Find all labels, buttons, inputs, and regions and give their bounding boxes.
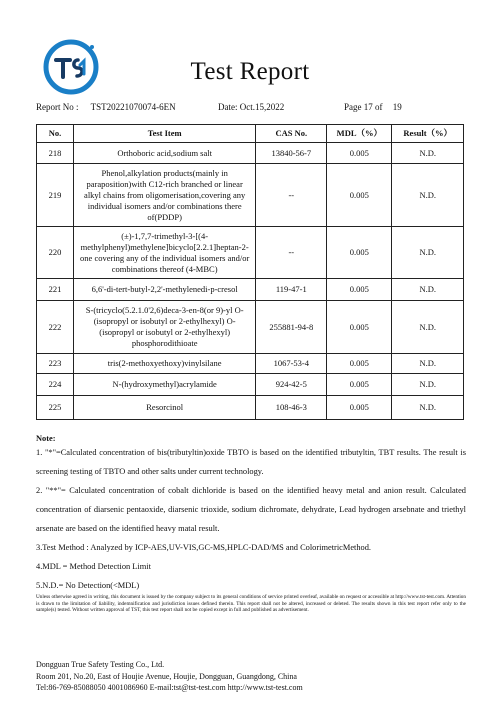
table-row <box>37 354 464 374</box>
table-row <box>37 301 464 354</box>
report-title: Test Report <box>190 58 310 85</box>
cell-test-item: (±)-1,7,7-trimethyl-3-[(4-methylphenyl)methylene]bicyclo[2.2.1]heptan-2-one covering any of the individual isomers and/or combinations thereof (4-MBC) <box>74 227 256 279</box>
table-row <box>37 279 464 301</box>
cell-mdl: 0.005 <box>327 374 392 396</box>
company-name: Dongguan True Safety Testing Co., Ltd. <box>36 660 165 669</box>
header-result: Result（%） <box>392 125 464 143</box>
table-row <box>37 164 464 227</box>
note-item: 4.MDL = Method Detection Limit <box>36 562 151 571</box>
table-row <box>37 396 464 420</box>
cell-no: 221 <box>37 279 74 301</box>
cell-cas-no: 108-46-3 <box>256 396 327 420</box>
note-item: 3.Test Method : Analyzed by ICP-AES,UV-VIS,GC-MS,HPLC-DAD/MS and ColorimetricMethod. <box>36 543 372 552</box>
header-mdl: MDL（%） <box>327 125 392 143</box>
cell-cas-no: 119-47-1 <box>256 279 327 301</box>
table-row <box>37 143 464 164</box>
cell-cas-no: 1067-53-4 <box>256 354 327 374</box>
cell-no: 225 <box>37 396 74 420</box>
cell-mdl: 0.005 <box>327 227 392 279</box>
cell-mdl: 0.005 <box>327 354 392 374</box>
cell-test-item: S-(tricyclo(5.2.1.0'2,6)deca-3-en-8(or 9)-yl O-(isopropyl or isobutyl or 2-ethylhexyl) O-(isopropyl or isobutyl or 2-ethylhexyl) phosphorodithioate <box>74 301 256 354</box>
company-address: Room 201, No.20, East of Houjie Avenue, Houjie, Dongguan, Guangdong, China <box>36 671 297 681</box>
cell-mdl: 0.005 <box>327 164 392 227</box>
notes-section <box>36 434 466 595</box>
cell-result: N.D. <box>392 164 464 227</box>
cell-cas-no: 13840-56-7 <box>256 143 327 164</box>
cell-mdl: 0.005 <box>327 301 392 354</box>
cell-test-item: Orthoboric acid,sodium salt <box>74 143 256 164</box>
table-row <box>37 374 464 396</box>
cell-result: N.D. <box>392 227 464 279</box>
company-footer <box>36 659 303 694</box>
cell-cas-no: 924-42-5 <box>256 374 327 396</box>
cell-result: N.D. <box>392 279 464 301</box>
cell-no: 224 <box>37 374 74 396</box>
note-item: 1. "*"=Calculated concentration of bis(tributyltin)oxide TBTO is based on the identified tributyltin, TBT results. The result is screening testing of TBTO and other salts under current technology. <box>36 448 466 476</box>
cell-no: 223 <box>37 354 74 374</box>
header-test-item: Test Item <box>74 125 256 143</box>
report-date: Date: Oct.15,2022 <box>218 102 285 112</box>
cell-no: 220 <box>37 227 74 279</box>
cell-mdl: 0.005 <box>327 279 392 301</box>
cell-no: 219 <box>37 164 74 227</box>
cell-cas-no: -- <box>256 164 327 227</box>
note-item: 2. "**"= Calculated concentration of cobalt dichloride is based on the identified heavy metal and anion result. Calculated concentration of diarsenic pentaoxide, diarsenic trioxide, sodium dichromate, dehydrate, Lead hydrogen arsebnate and triethyl arsenate are based on the identified heavy matal result. <box>36 486 466 533</box>
cell-cas-no: 255881-94-8 <box>256 301 327 354</box>
cell-cas-no: -- <box>256 227 327 279</box>
cell-test-item: Resorcinol <box>74 396 256 420</box>
cell-test-item: Phenol,alkylation products(mainly in paraposition)with C12-rich branched or linear alkyl chains from oligomerisation,covering any individual isomers and/or combinations there of(PDDP) <box>74 164 256 227</box>
notes-heading: Note: <box>36 434 56 443</box>
company-contact: Tel:86-769-85088050 4001086960 E-mail:tst@tst-test.com http://www.tst-test.com <box>36 683 303 692</box>
cell-result: N.D. <box>392 301 464 354</box>
table-header-row <box>37 125 464 143</box>
cell-test-item: N-(hydroxymethyl)acrylamide <box>74 374 256 396</box>
cell-result: N.D. <box>392 374 464 396</box>
header-cas-no: CAS No. <box>256 125 327 143</box>
table-row <box>37 227 464 279</box>
cell-test-item: tris(2-methoxyethoxy)vinylsilane <box>74 354 256 374</box>
cell-result: N.D. <box>392 396 464 420</box>
disclaimer-text: Unless otherwise agreed in writing, this document is issued by the company subject to its general conditions of service printed overleaf, available on request or accessible at http://www.tst-test.com. Attention is drawn to the limitation of liability, indemnification and jurisdiction issues defined therein. This report shall not be altered, increased or deleted. The results shown in this test report refer only to the sample(s) tested. Without written approval of TST, this test report shall not be copied except in full and published as advertisement. <box>36 594 466 614</box>
report-number: Report No : TST20221070074-6EN <box>36 102 176 112</box>
cell-mdl: 0.005 <box>327 396 392 420</box>
cell-mdl: 0.005 <box>327 143 392 164</box>
cell-no: 218 <box>37 143 74 164</box>
cell-result: N.D. <box>392 143 464 164</box>
cell-no: 222 <box>37 301 74 354</box>
cell-result: N.D. <box>392 354 464 374</box>
test-results-table <box>36 124 464 420</box>
page-number: Page 17 of 19 <box>344 102 402 112</box>
note-item: 5.N.D.= No Detection(<MDL) <box>36 581 140 590</box>
cell-test-item: 6,6'-di-tert-butyl-2,2'-methylenedi-p-cresol <box>74 279 256 301</box>
header-no: No. <box>37 125 74 143</box>
